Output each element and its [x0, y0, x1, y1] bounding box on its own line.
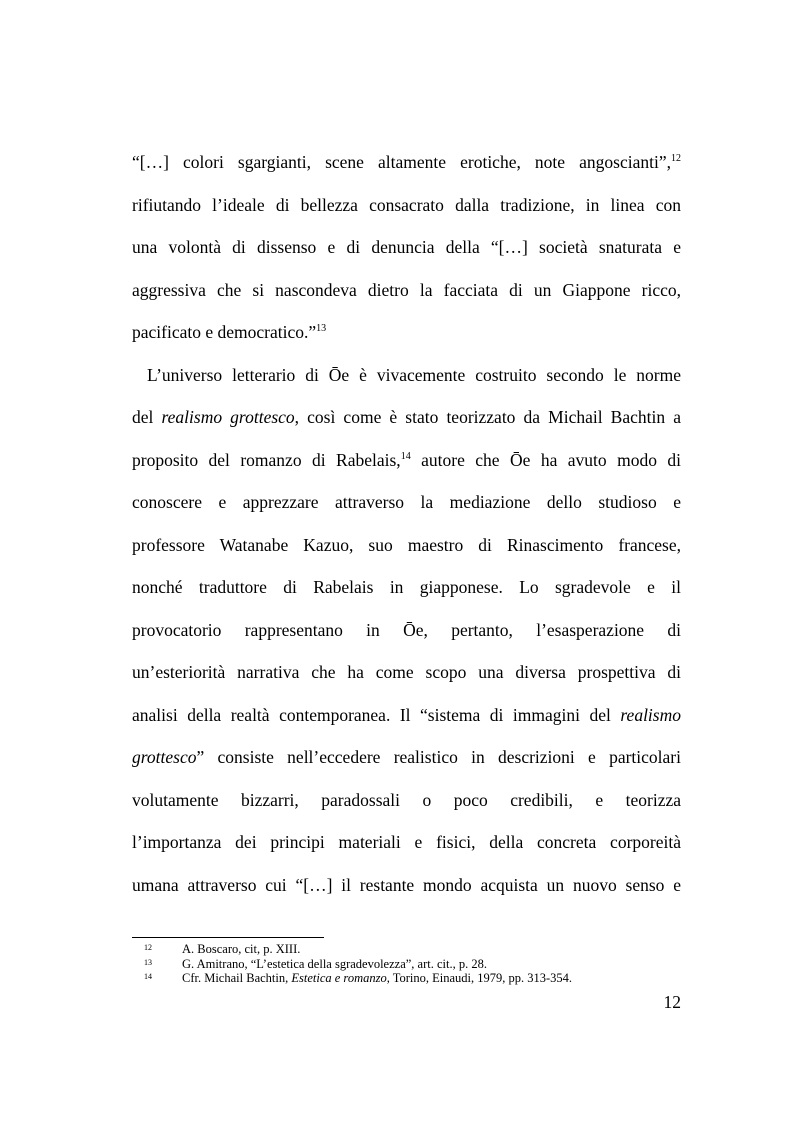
- page-number: 12: [663, 992, 681, 1012]
- footnote-item: [132, 971, 681, 986]
- footnote-divider: [132, 937, 324, 938]
- text-line: provocatorio rappresentano in Ōe, pertanto, l’esasperazione di: [132, 619, 681, 640]
- text-line: volutamente bizzarri, paradossali o poco credibili, e teorizza: [132, 789, 681, 810]
- text-line: rifiutando l’ideale di bellezza consacrato dalla tradizione, in linea con: [132, 194, 681, 215]
- footnote-number: 12: [144, 943, 152, 952]
- footnote-number: 13: [144, 957, 152, 967]
- footnote-item: [132, 942, 681, 957]
- footnotes: [132, 942, 681, 986]
- text-line: conoscere e apprezzare attraverso la mediazione dello studioso e: [132, 492, 681, 512]
- text-run: i”,: [653, 152, 671, 172]
- text-run: pacificato e democratico.”: [132, 322, 317, 342]
- text-run: proposito del romanzo di Rabelais,: [132, 449, 401, 470]
- text-line: umana attraverso cui “[…] il restante mondo acquista un nuovo senso e: [132, 874, 681, 895]
- footnote-text: Cfr. Michail Bachtin,: [182, 971, 292, 985]
- text-line: [132, 141, 681, 184]
- text-run: analisi della realtà contemporanea. Il “sistema di immagini del: [132, 704, 621, 725]
- italic-term: grottesco: [132, 747, 197, 767]
- text-run: autore che Ōe ha avuto modo di: [410, 449, 681, 470]
- text-line: nonché traduttore di Rabelais in giapponese. Lo sgradevole e il: [132, 577, 681, 597]
- text-line: [132, 736, 681, 779]
- footnote-number: 14: [144, 972, 152, 981]
- italic-term: realismo grottesco: [161, 407, 295, 427]
- footnote-ref-13[interactable]: 13: [316, 323, 327, 334]
- text-line: una volontà di dissenso e di denuncia della “[…] società snaturata e: [132, 237, 681, 257]
- text-line: un’esteriorità narrativa che ha come scopo una diversa prospettiva di: [132, 662, 681, 682]
- text-line: professore Watanabe Kazuo, suo maestro di Rinascimento francese,: [132, 534, 681, 555]
- main-text: [132, 141, 681, 906]
- text-run: “[…] colori sgargianti, scene altamente erotiche, note angosciant: [132, 152, 654, 172]
- text-line: [132, 439, 681, 482]
- footnote-text: G. Amitrano, “L’estetica della sgradevolezza”, art. cit., p. 28.: [182, 956, 487, 971]
- footnote-ref-12[interactable]: 12: [671, 153, 681, 164]
- paragraph-1: [132, 141, 681, 354]
- footnote-item: [132, 957, 681, 972]
- text-line: [132, 311, 681, 354]
- footnote-ref-14[interactable]: 14: [400, 450, 411, 462]
- text-run: , così come è stato teorizzato da Michail Bachtin a: [294, 407, 681, 427]
- text-line: [132, 694, 681, 737]
- footnote-text: A. Boscaro, cit, p. XIII.: [182, 942, 301, 956]
- text-run: del: [132, 407, 162, 427]
- footnote-book-title: Estetica e romanzo: [291, 971, 387, 985]
- text-run: L’universo letterario di Ōe è vivacemente costruito secondo le norme: [147, 364, 681, 385]
- text-line: aggressiva che si nascondeva dietro la facciata di un Giappone ricco,: [132, 279, 681, 300]
- text-line: l’importanza dei principi materiali e fisici, della concreta corporeità: [132, 832, 681, 852]
- italic-term: realismo: [620, 704, 681, 725]
- text-line: [132, 396, 681, 439]
- text-line: [132, 354, 681, 397]
- paragraph-2: [132, 354, 681, 907]
- text-run: ” consiste nell’eccedere realistico in descrizioni e particolari: [196, 747, 681, 767]
- footnote-text: , Torino, Einaudi, 1979, pp. 313-354.: [386, 971, 573, 985]
